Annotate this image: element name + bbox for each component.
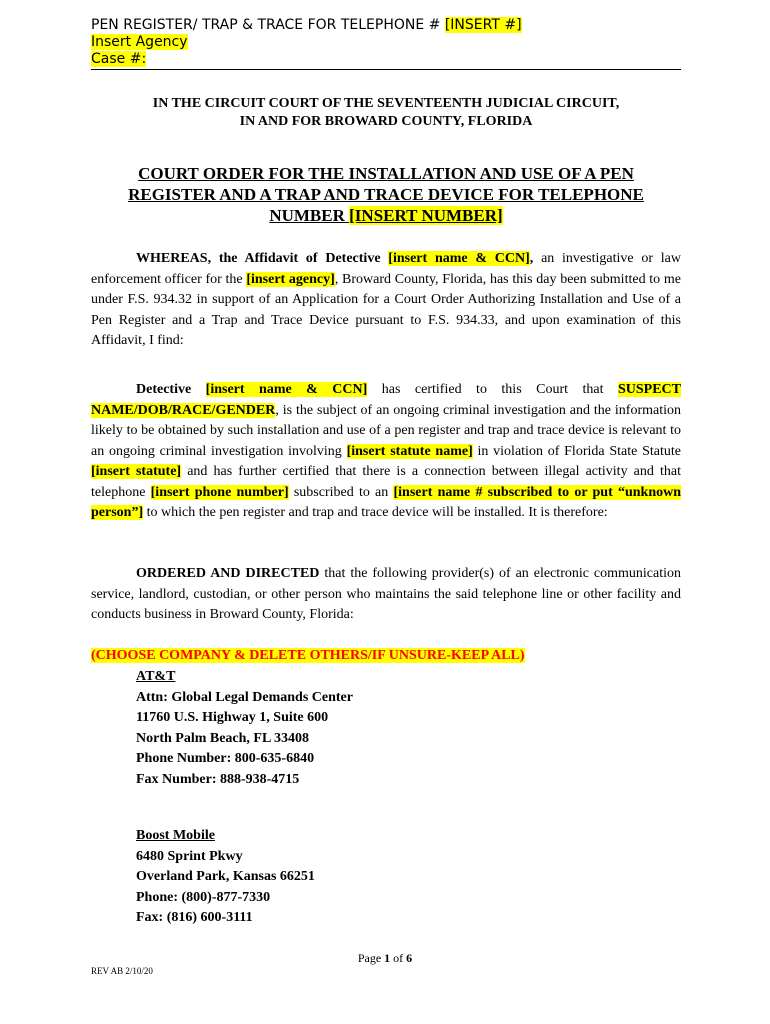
provider-line: North Palm Beach, FL 33408 <box>136 730 310 746</box>
detective-name-insert: [insert name & CCN] <box>388 251 530 266</box>
header-divider <box>91 69 681 70</box>
header-agency: Insert Agency <box>91 34 188 50</box>
agency-insert: [insert agency] <box>246 271 335 287</box>
provider-boost-mobile <box>136 826 315 929</box>
provider-line: Phone: (800)-877-7330 <box>136 889 271 905</box>
subscriber-insert: [insert name # subscribed to or put “unknown person”] <box>91 484 682 520</box>
provider-line: 11760 U.S. Highway 1, Suite 600 <box>136 710 329 725</box>
provider-line: Fax: (816) 600-3111 <box>136 910 253 925</box>
statute-name-insert: [insert statute name] <box>346 443 473 459</box>
header-title: PEN REGISTER/ TRAP & TRACE FOR TELEPHONE # [INSERT #] <box>91 17 522 33</box>
provider-line: Attn: Global Legal Demands Center <box>136 689 353 705</box>
provider-line: Overland Park, Kansas 66251 <box>136 869 315 884</box>
provider-line: 6480 Sprint Pkwy <box>136 848 243 864</box>
header-telephone-insert: [INSERT #] <box>444 17 522 33</box>
provider-name: AT&T <box>136 669 176 684</box>
page-header <box>91 17 681 68</box>
title-number-insert: [INSERT NUMBER] <box>349 206 503 225</box>
page-number: Page 1 of 6 <box>357 951 413 965</box>
document-title: COURT ORDER FOR THE INSTALLATION AND USE OF A PEN REGISTER AND A TRAP AND TRACE DEVICE FOR TELEPHONE NUMBER [INSERT NUMBER] <box>128 164 644 225</box>
certification-paragraph: Detective [insert name & CCN] has certified to this Court that SUSPECT NAME/DOB/RACE/GENDER, is the subject of an ongoing criminal investigation and the information likely to be obtained by such installation and use of a pen register and trap and trace device is relevant to an ongoing criminal investigation involving [insert statute name] in violation of Florida State Statute [insert statute] and has further certified that there is a connection between illegal activity and that telephone [insert phone number] subscribed to an [insert name # subscribed to or put “unknown person”] to which the pen register and trap and trace device will be installed. It is therefore: <box>91 382 682 520</box>
choose-company-note: (CHOOSE COMPANY & DELETE OTHERS/IF UNSURE-KEEP ALL) <box>91 648 525 663</box>
court-heading: IN THE CIRCUIT COURT OF THE SEVENTEENTH JUDICIAL CIRCUIT, IN AND FOR BROWARD COUNTY, FLORIDA <box>152 96 620 129</box>
provider-name: Boost Mobile <box>136 828 215 843</box>
provider-line: Phone Number: 800-635-6840 <box>136 751 315 766</box>
header-case: Case #: <box>91 51 147 67</box>
revision-note: REV AB 2/10/20 <box>91 966 153 976</box>
whereas-paragraph: WHEREAS, the Affidavit of Detective [insert name & CCN], an investigative or law enforcement officer for the [insert agency], Broward County, Florida, has this day been submitted to me under F.S. 934.32 in support of an Application for a Court Order Authorizing Installation and Use of a Pen Register and a Trap and Trace Device pursuant to F.S. 934.33, and upon examination of this Affidavit, I find: <box>91 251 682 348</box>
ordered-paragraph: ORDERED AND DIRECTED that the following provider(s) of an electronic communication service, landlord, custodian, or other person who maintains the said telephone line or other facility and conducts business in Broward County, Florida: <box>91 566 682 622</box>
provider-att <box>136 667 353 790</box>
suspect-insert: SUSPECT NAME/DOB/RACE/GENDER <box>91 382 682 418</box>
phone-number-insert: [insert phone number] <box>150 484 289 500</box>
detective-name-insert-2: [insert name & CCN] <box>205 382 368 397</box>
statute-insert: [insert statute] <box>91 464 182 479</box>
provider-line: Fax Number: 888-938-4715 <box>136 771 300 787</box>
